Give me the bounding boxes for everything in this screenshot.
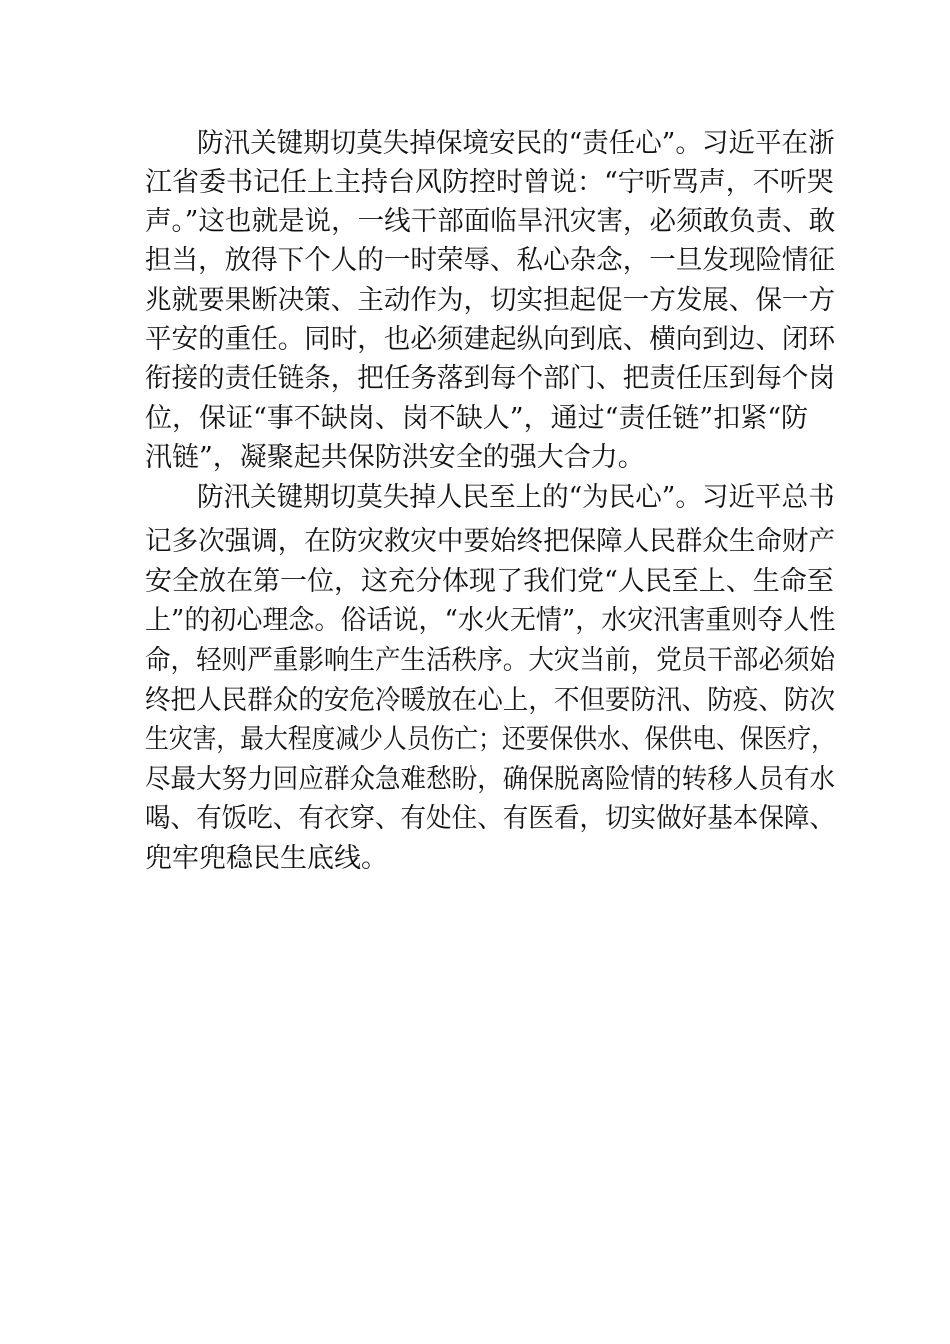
text-line: 喝、有饭吃、有衣穿、有处住、有医看，切实做好基本保障、 [145,803,835,834]
text-line: 上”的初心理念。俗话说，“水火无情”，水灾汛害重则夺人性 [145,605,836,636]
text-line: 声。”这也就是说，一线干部面临旱汛灾害，必须敢负责、敢 [145,206,836,237]
text-line: 衔接的责任链条，把任务落到每个部门、把责任压到每个岗 [145,363,835,394]
text-line: 记多次强调，在防灾救灾中要始终把保障人民群众生命财产 [145,526,835,557]
text-line: 兆就要果断决策、主动作为，切实担起促一方发展、保一方 [145,285,835,316]
text-line: 终把人民群众的安危冷暖放在心上，不但要防汛、防疫、防次 [145,685,835,716]
text-line: 尽最大努力回应群众急难愁盼，确保脱离险情的转移人员有水 [145,764,835,795]
text-line: 平安的重任。同时，也必须建起纵向到底、横向到边、闭环 [145,324,835,355]
text-line: 安全放在第一位，这充分体现了我们党“人民至上、生命至 [145,566,834,597]
text-line: 江省委书记任上主持台风防控时曾说：“宁听骂声，不听哭 [145,167,834,198]
text-line: 位，保证“事不缺岗、岗不缺人”，通过“责任链”扣紧“防 [145,403,809,434]
text-line: 兜牢兜稳民生底线。 [145,843,388,874]
text-line: 生灾害，最大程度减少人员伤亡；还要保供水、保供电、保医疗， [145,724,835,755]
text-line: 命，轻则严重影响生产生活秩序。大灾当前，党员干部必须始 [145,645,835,676]
text-line: 防汛关键期切莫失掉人民至上的“为民心”。习近平总书 [197,482,835,513]
text-line: 防汛关键期切莫失掉保境安民的“责任心”。习近平在浙 [197,128,835,159]
text-line: 担当，放得下个人的一时荣辱、私心杂念，一旦发现险情征 [145,245,835,276]
text-line: 汛链”，凝聚起共保防洪安全的强大合力。 [145,442,645,473]
